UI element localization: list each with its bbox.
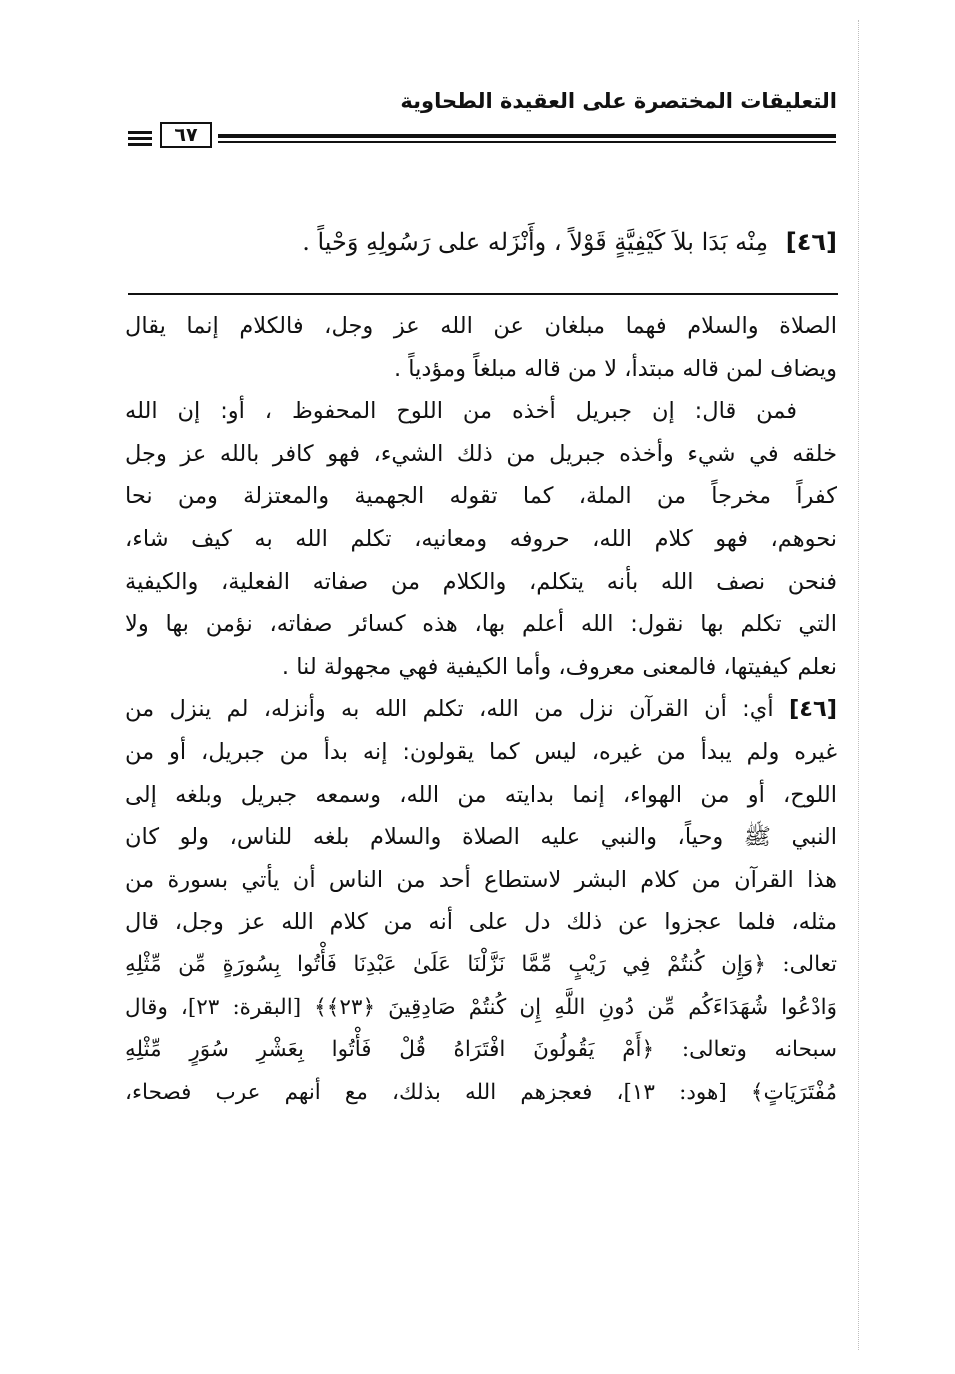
header-ornament: [128, 143, 152, 146]
header-ornament: [128, 137, 152, 140]
header-rule: [218, 134, 836, 138]
commentary-line: التي تكلم بها نقول: الله أعلم بها، هذه كسائر صفاته، نؤمن بها ولا: [125, 611, 837, 638]
commentary-line: اللوح، أو من الهواء، إنما بدايته من الله، وسمعه جبريل وبلغه إلى: [125, 781, 837, 808]
commentary-line: ويضاف لمن قاله مبتدأ، لا من قاله مبلغاً ومؤدياً .: [393, 355, 837, 382]
quran-verse-line: سبحانه وتعالى: ﴿أَمْ يَقُولُونَ افْتَرَاهُ قُلْ فَأْتُوا بِعَشْرِ سُوَرٍ مِّثْلِهِ: [125, 1037, 837, 1063]
commentary-line: النبي ﷺ وحياً، والنبي عليه الصلاة والسلام بلغه للناس، ولو كان: [125, 824, 837, 851]
commentary-number: [٤٦]: [788, 696, 837, 723]
commentary-line: مثله، فلما عجزوا عن ذلك دل على أنه من كلام الله عز وجل، قال: [125, 909, 837, 936]
running-title: التعليقات المختصرة على العقيدة الطحاوية: [400, 89, 837, 113]
page-number: ٦٧: [160, 122, 212, 148]
commentary-text: [125, 305, 837, 1114]
header-bar: [128, 122, 836, 150]
header-ornament: [128, 131, 152, 134]
commentary-line-text: أي: أن القرآن نزل من الله، تكلم الله به وأنزله، لم ينزل من: [125, 696, 774, 723]
quran-verse-line: وَادْعُوا شُهَدَاءَكُم مِّن دُونِ اللَّهِ إِن كُنتُمْ صَادِقِينَ ﴿٢٣﴾﴾ [البقرة: ٢٣]، وقال: [125, 994, 838, 1020]
commentary-line: غيره ولم يبدأ من غيره، ليس كما يقولون: إنه بدأ من جبريل، أو من: [125, 738, 837, 765]
quran-verse-line: تعالى: ﴿وَإِن كُنتُمْ فِي رَيْبٍ مِّمَّا نَزَّلْنَا عَلَىٰ عَبْدِنَا فَأْتُوا بِسُورَةٍ مِّن مِّثْلِهِ: [125, 951, 837, 977]
header-rule: [218, 141, 836, 143]
matn-text: [117, 222, 837, 262]
commentary-line: نحوهم، فهو كلام الله، حروفه ومعانيه، تكلم الله به كيف شاء،: [125, 525, 837, 552]
commentary-line: هذا القرآن من كلام البشر لاستطاع أحد من الناس أن يأتي بسورة من: [125, 866, 837, 893]
commentary-line: [125, 688, 837, 731]
commentary-line: فمن قال: إن جبريل أخذه من اللوح المحفوظ ، أو: إن الله: [125, 398, 797, 425]
matn-number: [٤٦]: [785, 228, 837, 256]
commentary-line: فنحن نصف الله بأنه يتكلم، والكلام من صفاته الفعلية، والكيفية: [125, 568, 837, 595]
commentary-line: الصلاة والسلام فهما مبلغان عن الله عز وجل، فالكلام إنما يقال: [125, 313, 837, 339]
quran-verse-line: مُفْتَرَيَاتٍ﴾ [هود: ١٣]، فعجزهم الله بذلك، مع أنهم عرب فصحاء،: [125, 1079, 837, 1105]
commentary-line: نعلم كيفيتها، فالمعنى معروف، وأما الكيفية فهي مجهولة لنا .: [281, 653, 837, 680]
commentary-line: كفراً مخرجاً من الملة، كما تقوله الجهمية والمعتزلة ومن نحا: [125, 483, 837, 510]
margin-rule: [858, 20, 859, 1350]
matn-separator: [128, 293, 838, 295]
matn-body: مِنْه بَدَا بلاَ كَيْفِيَّةٍ قَوْلاً ، وأَنْزَله على رَسُولِهِ وَحْياً .: [302, 228, 769, 256]
commentary-line: خلقه في شيء وأخذه جبريل من ذلك الشيء، فهو كافر بالله عز وجل: [125, 440, 837, 467]
